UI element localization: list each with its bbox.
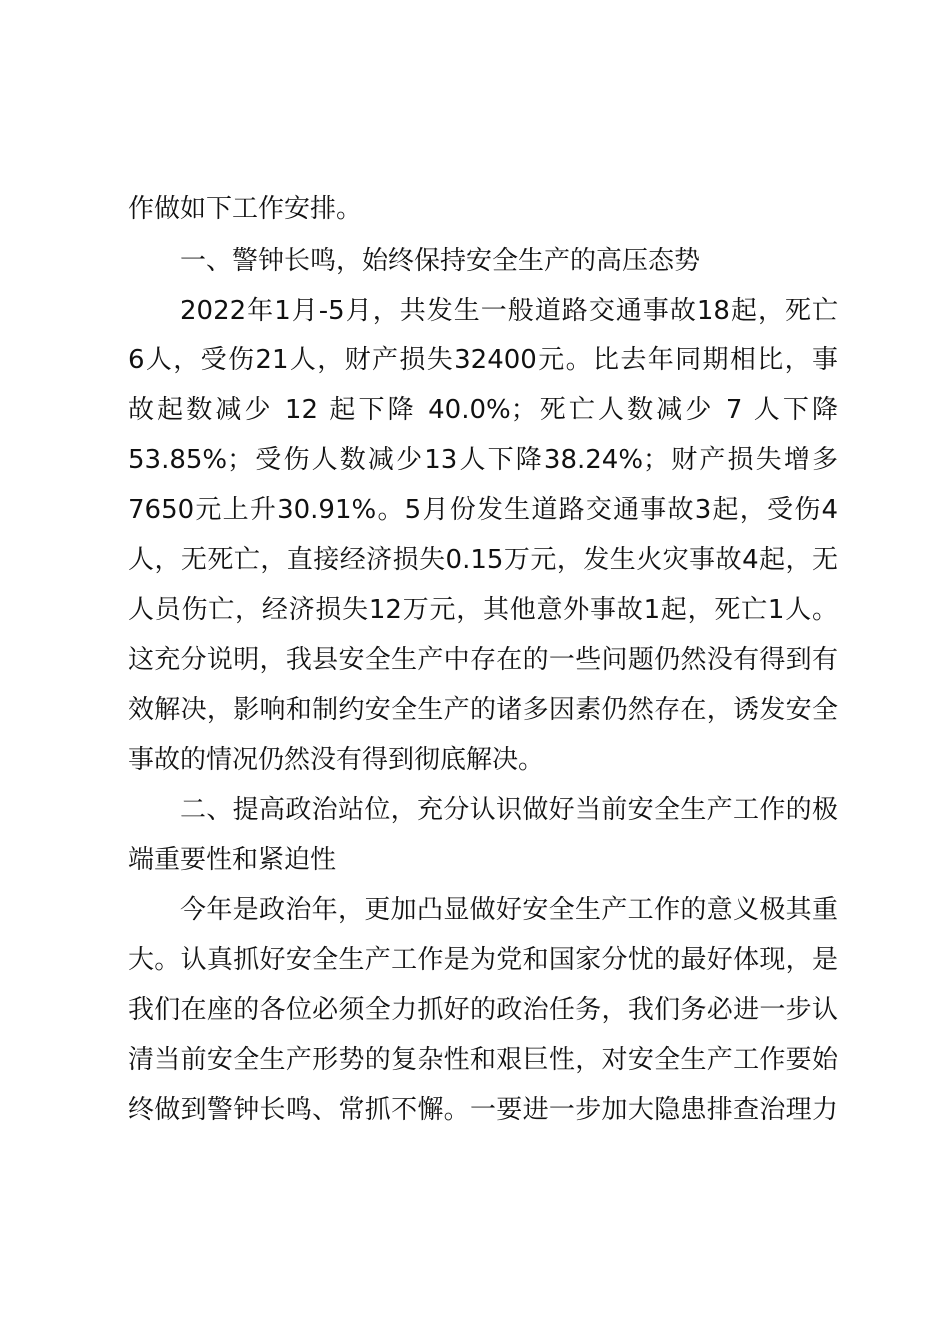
paragraph-line: 53.85%；受伤人数减少13人下降38.24%；财产损失增多 (128, 445, 838, 475)
paragraph-line: 这充分说明，我县安全生产中存在的一些问题仍然没有得到有 (128, 645, 838, 675)
paragraph-line: 2022年1月-5月，共发生一般道路交通事故18起，死亡 (180, 296, 838, 326)
paragraph-line: 效解决，影响和制约安全生产的诸多因素仍然存在，诱发安全 (128, 695, 838, 725)
section-heading: 一、警钟长鸣，始终保持安全生产的高压态势 (180, 246, 701, 276)
paragraph-line: 事故的情况仍然没有得到彻底解决。 (128, 745, 545, 775)
section-heading: 二、提高政治站位，充分认识做好当前安全生产工作的极 (180, 795, 838, 825)
paragraph-line: 我们在座的各位必须全力抓好的政治任务，我们务必进一步认 (128, 995, 838, 1025)
paragraph-line: 7650元上升30.91%。5月份发生道路交通事故3起，受伤4 (128, 495, 838, 525)
paragraph-line: 作做如下工作安排。 (128, 194, 363, 224)
paragraph-line: 人员伤亡，经济损失12万元，其他意外事故1起，死亡1人。 (128, 595, 838, 625)
paragraph-line: 今年是政治年，更加凸显做好安全生产工作的意义极其重 (180, 895, 838, 925)
paragraph-line: 终做到警钟长鸣、常抓不懈。一要进一步加大隐患排查治理力 (128, 1095, 838, 1125)
section-heading-continued: 端重要性和紧迫性 (128, 845, 337, 875)
paragraph-line: 故起数减少 12 起下降 40.0%；死亡人数减少 7 人下降 (128, 395, 838, 425)
paragraph-line: 大。认真抓好安全生产工作是为党和国家分忧的最好体现，是 (128, 945, 838, 975)
paragraph-line: 人，无死亡，直接经济损失0.15万元，发生火灾事故4起，无 (128, 545, 838, 575)
paragraph-line: 6人，受伤21人，财产损失32400元。比去年同期相比，事 (128, 345, 838, 375)
paragraph-line: 清当前安全生产形势的复杂性和艰巨性，对安全生产工作要始 (128, 1045, 838, 1075)
